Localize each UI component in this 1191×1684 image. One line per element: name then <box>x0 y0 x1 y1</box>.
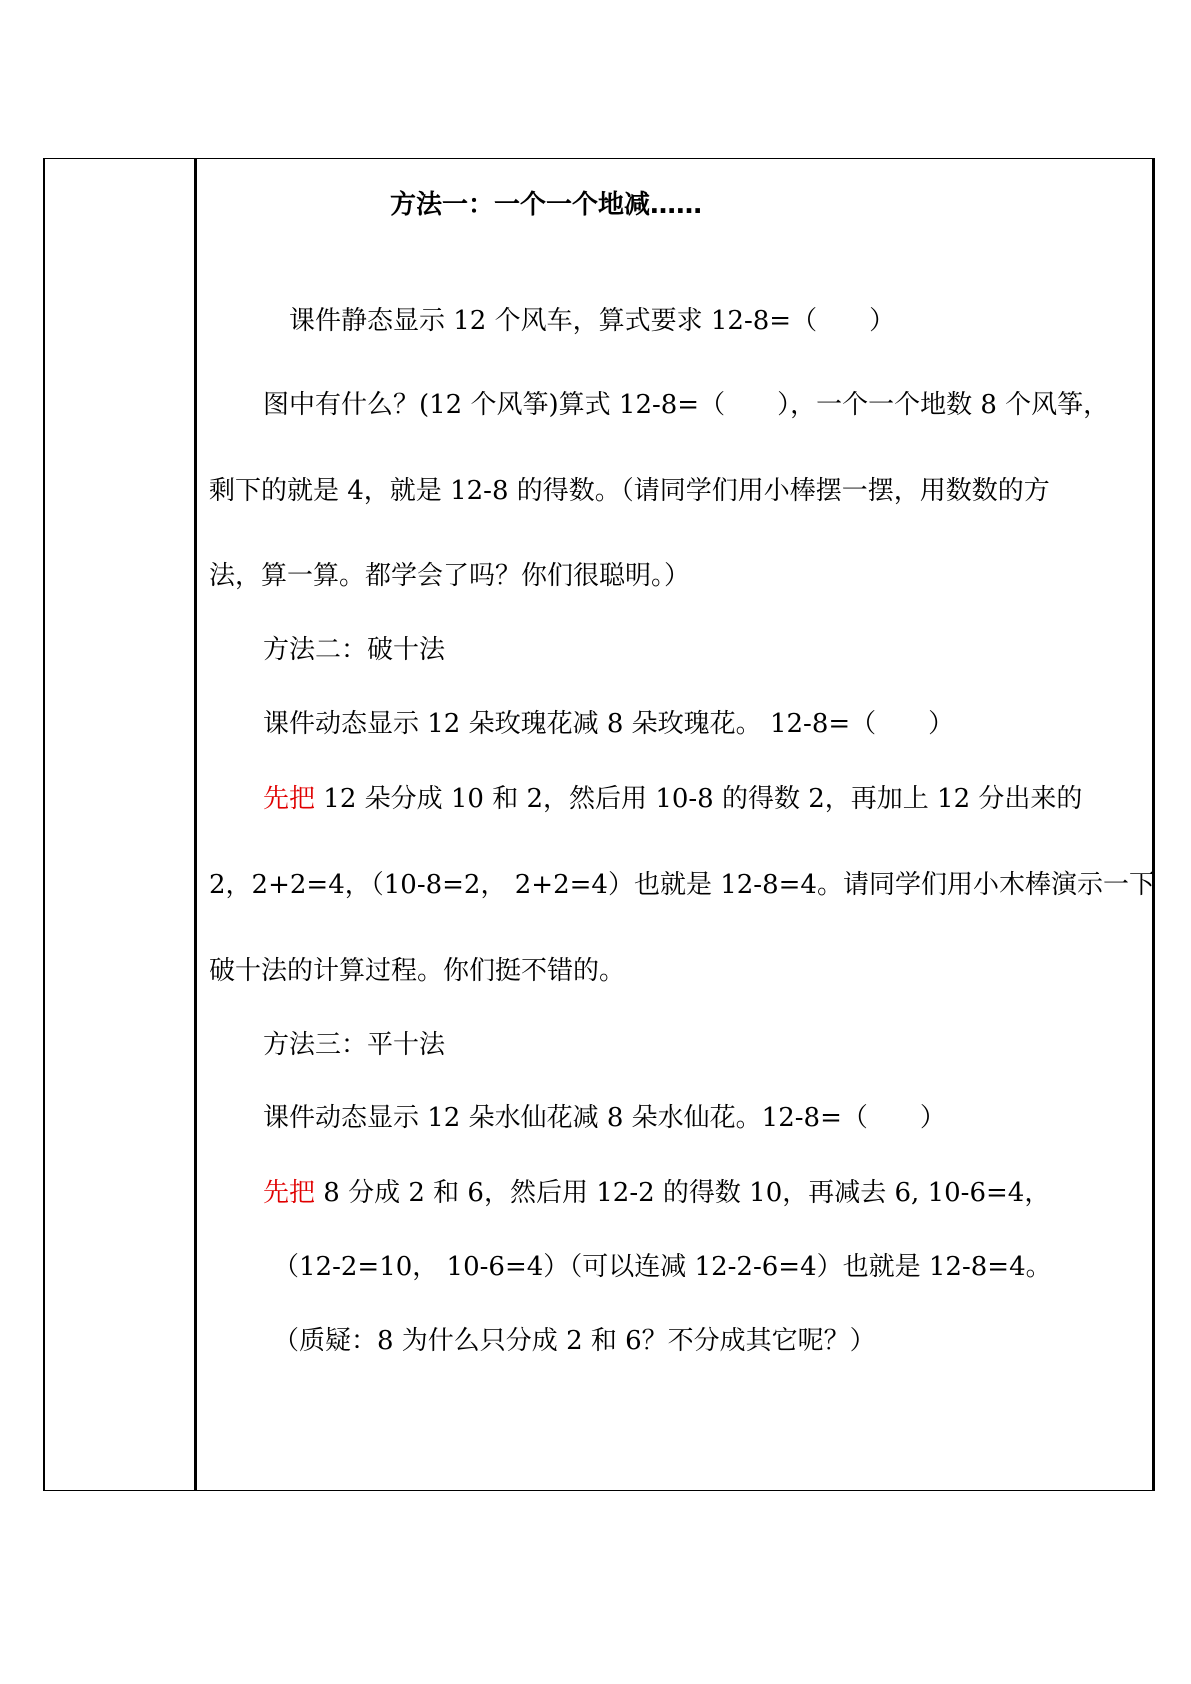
method3-title: 方法三：平十法 <box>263 1030 446 1060</box>
emphasis-text: 先把 <box>263 1178 316 1208</box>
method3-question: （质疑：8 为什么只分成 2 和 6？不分成其它呢？） <box>273 1326 876 1356</box>
emphasis-text: 先把 <box>263 784 316 814</box>
method3-intro: 课件动态显示 12 朵水仙花减 8 朵水仙花。12-8=（ ） <box>263 1103 946 1133</box>
left-empty-cell <box>45 159 194 1490</box>
lesson-table <box>43 158 1155 1491</box>
paragraph-kite-line1: 图中有什么？(12 个风筝)算式 12-8=（ ），一个一个地数 8 个风筝， <box>263 390 1110 420</box>
paragraph-windmill: 课件静态显示 12 个风车，算式要求 12-8=（ ） <box>289 306 896 336</box>
paragraph-kite-line3: 法，算一算。都学会了吗？你们很聪明。） <box>209 561 691 591</box>
method2-line3: 破十法的计算过程。你们挺不错的。 <box>209 956 626 986</box>
method1-heading: 方法一：一个一个地减…… <box>390 190 703 220</box>
content-cell <box>197 159 1155 1490</box>
method3-line1 <box>263 1177 1050 1209</box>
method2-line1-text: 12 朵分成 10 和 2，然后用 10-8 的得数 2，再加上 12 分出来的 <box>315 784 1083 814</box>
method2-intro: 课件动态显示 12 朵玫瑰花减 8 朵玫瑰花。 12-8=（ ） <box>263 709 955 739</box>
method2-line1 <box>263 783 1082 815</box>
method3-line2: （12-2=10， 10-6=4）（可以连减 12-2-6=4）也就是 12-8=4。 <box>273 1252 1052 1282</box>
paragraph-kite-line2: 剩下的就是 4，就是 12-8 的得数。（请同学们用小棒摆一摆，用数数的方 <box>209 476 1050 506</box>
method2-line2: 2，2+2=4，（10-8=2， 2+2=4）也就是 12-8=4。请同学们用小木棒演示一下 <box>209 870 1155 900</box>
method3-line1-text: 8 分成 2 和 6，然后用 12-2 的得数 10，再减去 6, 10-6=4， <box>315 1178 1051 1208</box>
method2-title: 方法二：破十法 <box>263 635 446 665</box>
